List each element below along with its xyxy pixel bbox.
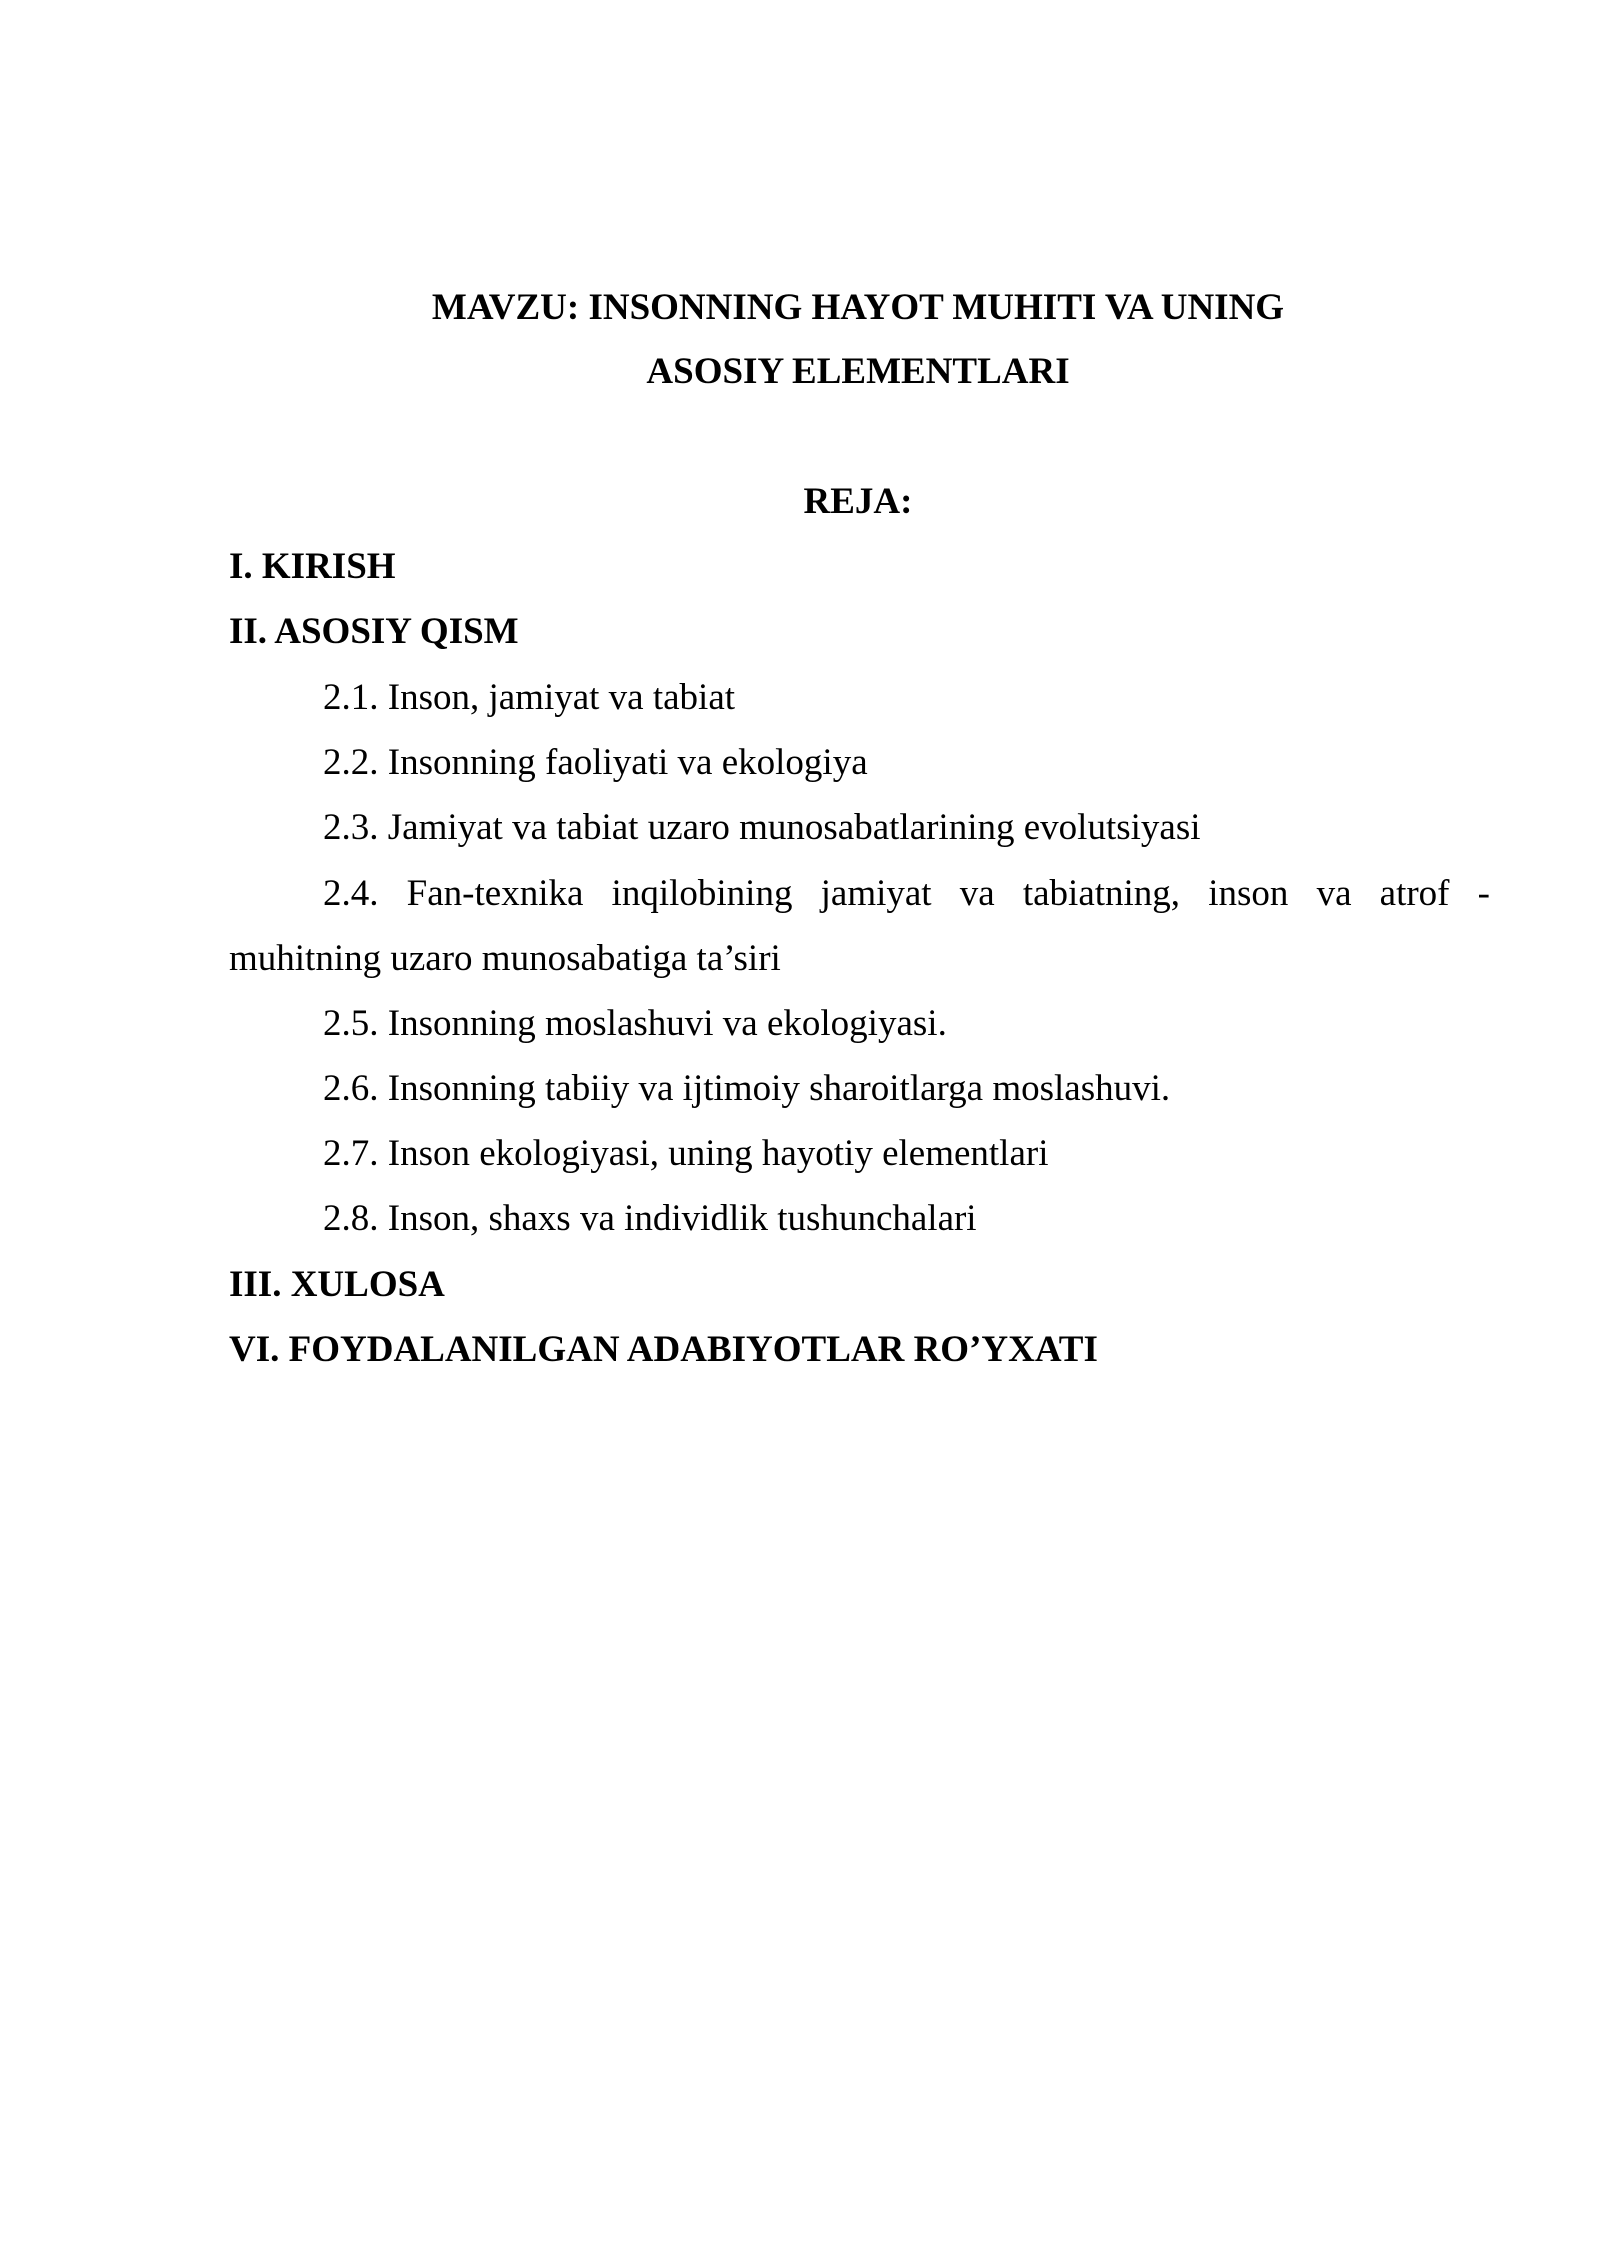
section-main-part: II. ASOSIY QISM <box>229 611 519 652</box>
document-title-line-1: MAVZU: INSONNING HAYOT MUHITI VA UNING <box>431 287 1285 328</box>
plan-heading: REJA: <box>803 481 913 522</box>
plan-item-2-2: 2.2. Insonning faoliyati va ekologiya <box>323 742 868 783</box>
plan-item-2-6: 2.6. Insonning tabiiy va ijtimoiy sharoitlarga moslashuvi. <box>323 1068 1171 1109</box>
plan-item-2-7: 2.7. Inson ekologiyasi, uning hayotiy elementlari <box>323 1133 1049 1174</box>
section-introduction: I. KIRISH <box>229 546 396 587</box>
plan-item-2-3: 2.3. Jamiyat va tabiat uzaro munosabatlarining evolutsiyasi <box>323 807 1201 848</box>
document-title-line-2: ASOSIY ELEMENTLARI <box>646 351 1070 392</box>
plan-item-2-4-continuation: muhitning uzaro munosabatiga ta’siri <box>229 938 781 979</box>
section-conclusion: III. XULOSA <box>229 1264 445 1305</box>
plan-item-2-5: 2.5. Insonning moslashuvi va ekologiyasi. <box>323 1003 947 1044</box>
plan-item-2-4: 2.4. Fan-texnika inqilobining jamiyat va tabiatning, inson va atrof - <box>323 873 1490 914</box>
plan-item-2-1: 2.1. Inson, jamiyat va tabiat <box>323 677 736 718</box>
plan-item-2-8: 2.8. Inson, shaxs va individlik tushunchalari <box>323 1198 977 1239</box>
section-references: VI. FOYDALANILGAN ADABIYOTLAR RO’YXATI <box>229 1329 1098 1370</box>
